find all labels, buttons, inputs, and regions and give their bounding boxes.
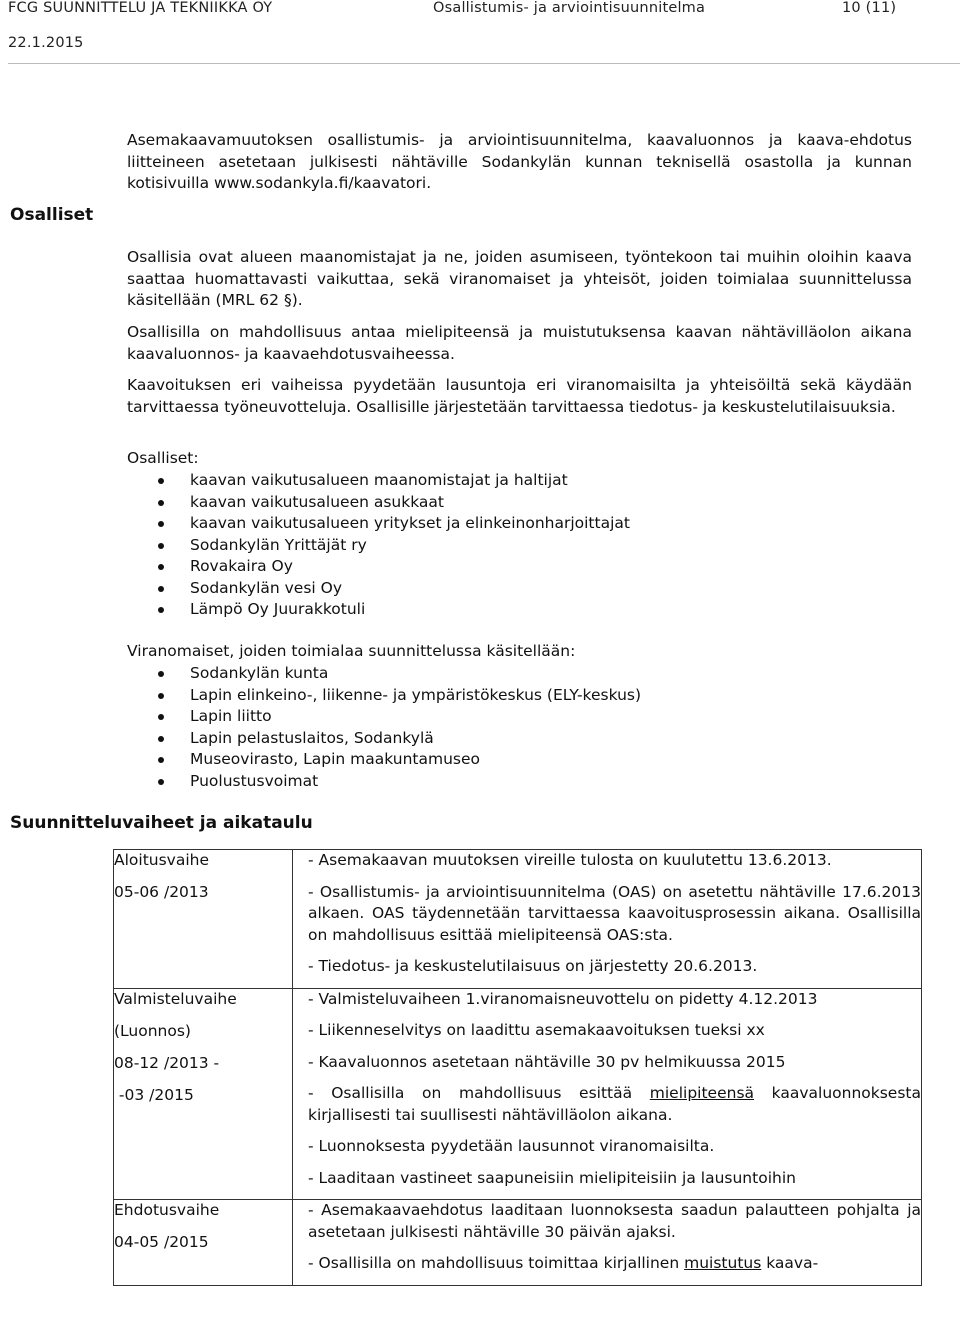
list-item: kaavan vaikutusalueen asukkaat bbox=[127, 492, 630, 514]
phase-item: - Osallistumis- ja arviointisuunnitelma (OAS) on asetettu nähtäville 17.6.2013 alkaen. OAS täydennetään tarvittaessa kaavoitusprosessin aikana. Osallisilla on mahdollisuus esittää mielipiteensä OAS:sta. bbox=[308, 882, 921, 944]
list-item: Museovirasto, Lapin maakuntamuseo bbox=[127, 749, 641, 771]
list-item: Puolustusvoimat bbox=[127, 771, 641, 793]
phase-item: - Liikenneselvitys on laadittu asemakaavoituksen tueksi xx bbox=[308, 1021, 765, 1039]
osalliset-side-label: Osalliset bbox=[10, 205, 94, 225]
phase-item: - Asemakaavan muutoksen vireille tulosta on kuulutettu 13.6.2013. bbox=[308, 851, 832, 869]
phase-item: - Luonnoksesta pyydetään lausunnot viranomaisilta. bbox=[308, 1137, 715, 1155]
paragraph-osallisilla: Osallisilla on mahdollisuus antaa mielipiteensä ja muistutuksensa kaavan nähtävilläolon aikana kaavaluonnos- ja kaavaehdotusvaiheessa. bbox=[127, 323, 912, 363]
phase-items-cell bbox=[293, 988, 922, 1200]
phase-name-cell bbox=[114, 988, 293, 1200]
table-row bbox=[114, 850, 922, 989]
table-row bbox=[114, 1200, 922, 1286]
phase-item: - Kaavaluonnos asetetaan nähtäville 30 pv helmikuussa 2015 bbox=[308, 1052, 786, 1071]
list-item: Lapin pelastuslaitos, Sodankylä bbox=[127, 728, 641, 750]
phase-items-cell bbox=[293, 850, 922, 989]
item-text: - Osallisilla on mahdollisuus toimittaa kirjallinen bbox=[308, 1254, 685, 1272]
list-item: Sodankylän vesi Oy bbox=[127, 578, 630, 600]
phase-label: Ehdotusvaihe bbox=[114, 1201, 220, 1219]
underlined-term: mielipiteensä bbox=[649, 1084, 755, 1102]
header-date: 22.1.2015 bbox=[8, 35, 84, 51]
schedule-table bbox=[113, 849, 922, 1286]
phase-items-cell bbox=[293, 1200, 922, 1286]
phase-item: - Tiedotus- ja keskustelutilaisuus on järjestetty 20.6.2013. bbox=[308, 957, 758, 975]
phase-item: - Valmisteluvaiheen 1.viranomaisneuvottelu on pidetty 4.12.2013 bbox=[308, 989, 818, 1008]
phase-label: -03 /2015 bbox=[114, 1085, 194, 1104]
paragraph-kaavoitus: Kaavoituksen eri vaiheissa pyydetään lausuntoja eri viranomaisilta ja yhteisöiltä sekä käydään tarvittaessa työneuvotteluja. Osallisille järjestetään tarvittaessa tiedotus- ja keskustelutilaisuuksia. bbox=[127, 376, 912, 416]
intro-paragraph: Asemakaavamuutoksen osallistumis- ja arviointisuunnitelma, kaavaluonnos ja kaava-ehdotus liitteineen asetetaan julkisesti nähtäville Sodankylän kunnan teknisellä osastolla ja kunnan kotisivuilla www.sodankyla.fi/kaavatori. bbox=[127, 131, 912, 192]
item-text: kaava- bbox=[761, 1254, 819, 1272]
viranomaiset-list-heading: Viranomaiset, joiden toimialaa suunnittelussa käsitellään: bbox=[127, 642, 576, 660]
phase-label: 05-06 /2013 bbox=[114, 883, 209, 901]
list-item: Sodankylän kunta bbox=[127, 663, 641, 685]
osalliset-list-heading: Osalliset: bbox=[127, 449, 199, 467]
list-item: kaavan vaikutusalueen yritykset ja elinkeinonharjoittajat bbox=[127, 513, 630, 535]
list-item: Sodankylän Yrittäjät ry bbox=[127, 535, 630, 557]
paragraph-osallisia: Osallisia ovat alueen maanomistajat ja ne, joiden asumiseen, työntekoon tai muihin oloihin kaava saattaa huomattavasti vaikuttaa, sekä viranomaiset ja yhteisöt, joiden toimialaa suunnittelussa käsitellään (MRL 62 §). bbox=[127, 248, 912, 309]
section-heading: Suunnitteluvaiheet ja aikataulu bbox=[10, 813, 313, 833]
phase-item bbox=[308, 1083, 921, 1126]
list-item: kaavan vaikutusalueen maanomistajat ja haltijat bbox=[127, 470, 630, 492]
header-rule bbox=[8, 63, 960, 64]
list-item: Lapin liitto bbox=[127, 706, 641, 728]
viranomaiset-list bbox=[127, 663, 641, 792]
list-item: Lapin elinkeino-, liikenne- ja ympäristökeskus (ELY-keskus) bbox=[127, 685, 641, 707]
item-text: kaavaluonnoksesta kirjallisesti tai suullisesti nähtävilläolon aikana. bbox=[308, 1084, 921, 1124]
table-row bbox=[114, 988, 922, 1200]
phase-label: 08-12 /2013 - bbox=[114, 1053, 220, 1072]
phase-label: Aloitusvaihe bbox=[114, 851, 210, 869]
phase-name-cell bbox=[114, 1200, 293, 1286]
list-item: Rovakaira Oy bbox=[127, 556, 630, 578]
header-org: FCG SUUNNITTELU JA TEKNIIKKA OY bbox=[8, 0, 273, 16]
phase-item bbox=[308, 1253, 921, 1275]
header-page-number: 10 (11) bbox=[842, 0, 897, 16]
phase-item: - Asemakaavaehdotus laaditaan luonnoksesta saadun palautteen pohjalta ja asetetaan julkisesti nähtäville 30 päivän ajaksi. bbox=[308, 1201, 921, 1241]
header-doc-title: Osallistumis- ja arviointisuunnitelma bbox=[433, 0, 706, 16]
phase-label: (Luonnos) bbox=[114, 1021, 191, 1040]
phase-label: Valmisteluvaihe bbox=[114, 989, 237, 1008]
phase-item: - Laaditaan vastineet saapuneisiin mielipiteisiin ja lausuntoihin bbox=[308, 1168, 796, 1187]
underlined-term: muistutus bbox=[684, 1254, 762, 1272]
phase-name-cell bbox=[114, 850, 293, 989]
item-text: - Osallisilla on mahdollisuus esittää bbox=[308, 1084, 650, 1102]
osalliset-list bbox=[127, 470, 630, 621]
phase-label: 04-05 /2015 bbox=[114, 1233, 209, 1251]
list-item: Lämpö Oy Juurakkotuli bbox=[127, 599, 630, 621]
